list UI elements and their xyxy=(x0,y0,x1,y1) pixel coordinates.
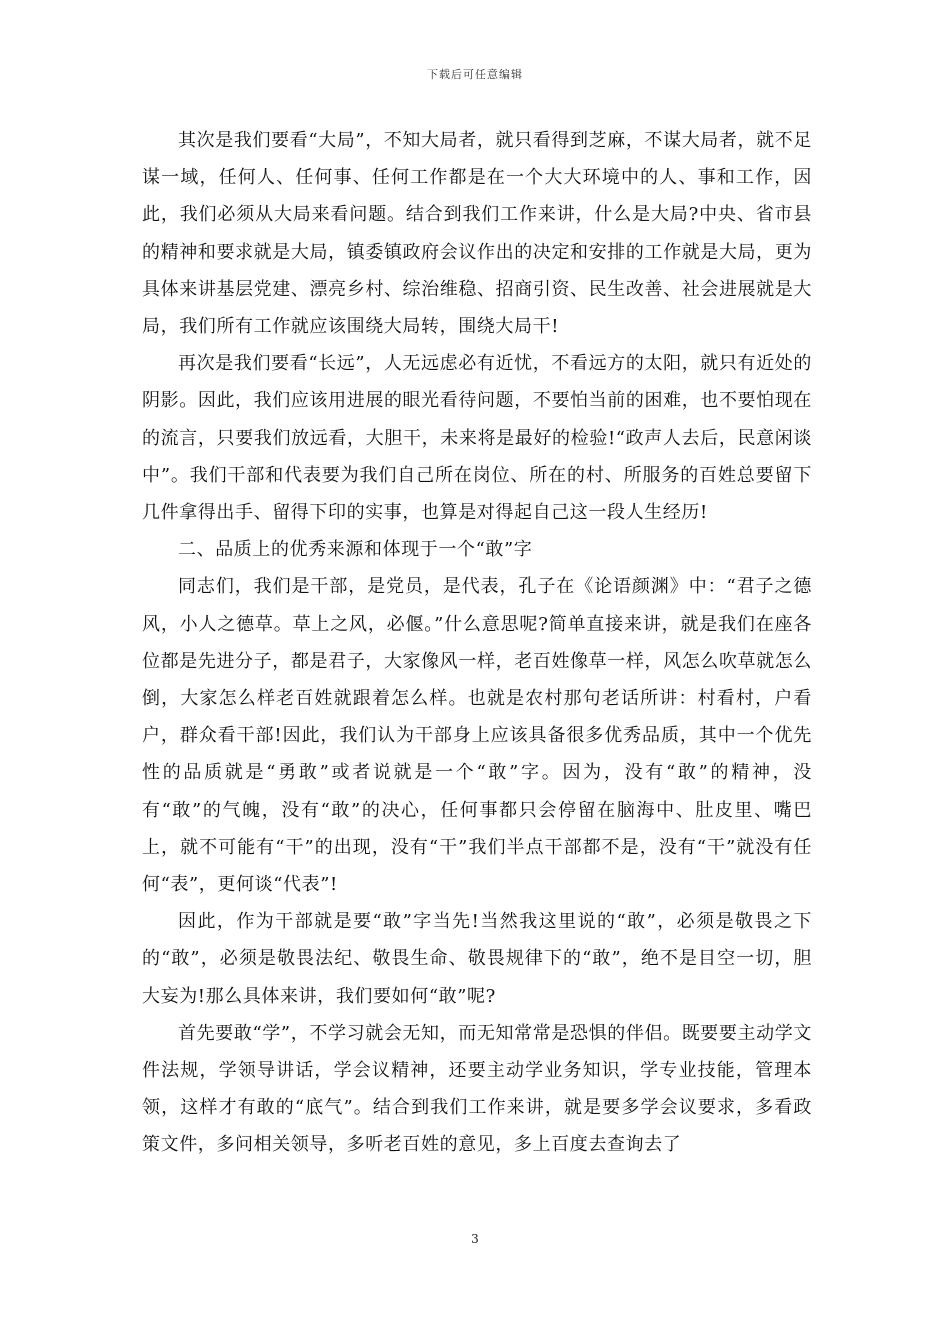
paragraph-1: 其次是我们要看“大局”，不知大局者，就只看得到芝麻，不谋大局者，就不足谋一域，任何人、任何事、任何工作都是在一个大大环境中的人、事和工作，因此，我们必须从大局来看问题。结合到我们工作来讲，什么是大局?中央、省市县的精神和要求就是大局，镇委镇政府会议作出的决定和安排的工作就是大局，更为具体来讲基层党建、漂亮乡村、综治维稳、招商引资、民生改善、社会进展就是大局，我们所有工作就应该围绕大局转，围绕大局干! xyxy=(142,130,812,338)
paragraph-2: 再次是我们要看“长远”，人无远虑必有近忧，不看远方的太阳，就只有近处的阴影。因此，我们应该用进展的眼光看待问题，不要怕当前的困难，也不要怕现在的流言，只要我们放远看，大胆干，未来将是最好的检验!“政声人去后，民意闲谈中”。我们干部和代表要为我们自己所在岗位、所在的村、所服务的百姓总要留下几件拿得出手、留得下印的实事，也算是对得起自己这一段人生经历! xyxy=(142,353,812,524)
section-heading: 二、品质上的优秀来源和体现于一个“敢”字 xyxy=(178,539,533,561)
paragraph-4: 因此，作为干部就是要“敢”字当先!当然我这里说的“敢”，必须是敬畏之下的“敢”，必须是敬畏法纪、敬畏生命、敬畏规律下的“敢”，绝不是目空一切，胆大妄为!那么具体来讲，我们要如何“敢”呢? xyxy=(142,911,812,1007)
body-text xyxy=(142,122,812,1164)
paragraph-3: 同志们，我们是干部，是党员，是代表，孔子在《论语颜渊》中：“君子之德风，小人之德草。草上之风，必偃。”什么意思呢?简单直接来讲，就是我们在座各位都是先进分子，都是君子，大家像风一样，老百姓像草一样，风怎么吹草就怎么倒，大家怎么样老百姓就跟着怎么样。也就是农村那句老话所讲：村看村，户看户，群众看干部!因此，我们认为干部身上应该具备很多优秀品质，其中一个优先性的品质就是“勇敢”或者说就是一个“敢”字。因为，没有“敢”的精神，没有“敢”的气魄，没有“敢”的决心，任何事都只会停留在脑海中、肚皮里、嘴巴上，就不可能有“干”的出现，没有“干”我们半点干部都不是，没有“干”就没有任何“表”，更何谈“代表”! xyxy=(142,576,812,896)
page-header: 下载后可任意编辑 xyxy=(427,68,523,81)
paragraph-5: 首先要敢“学”，不学习就会无知，而无知常常是恐惧的伴侣。既要要主动学文件法规，学领导讲话，学会议精神，还要主动学业务知识，学专业技能，管理本领，这样才有敢的“底气”。结合到我们工作来讲，就是要多学会议要求，多看政策文件，多问相关领导，多听老百姓的意见，多上百度去查询去了 xyxy=(142,1022,812,1156)
page-number: 3 xyxy=(471,1232,479,1246)
